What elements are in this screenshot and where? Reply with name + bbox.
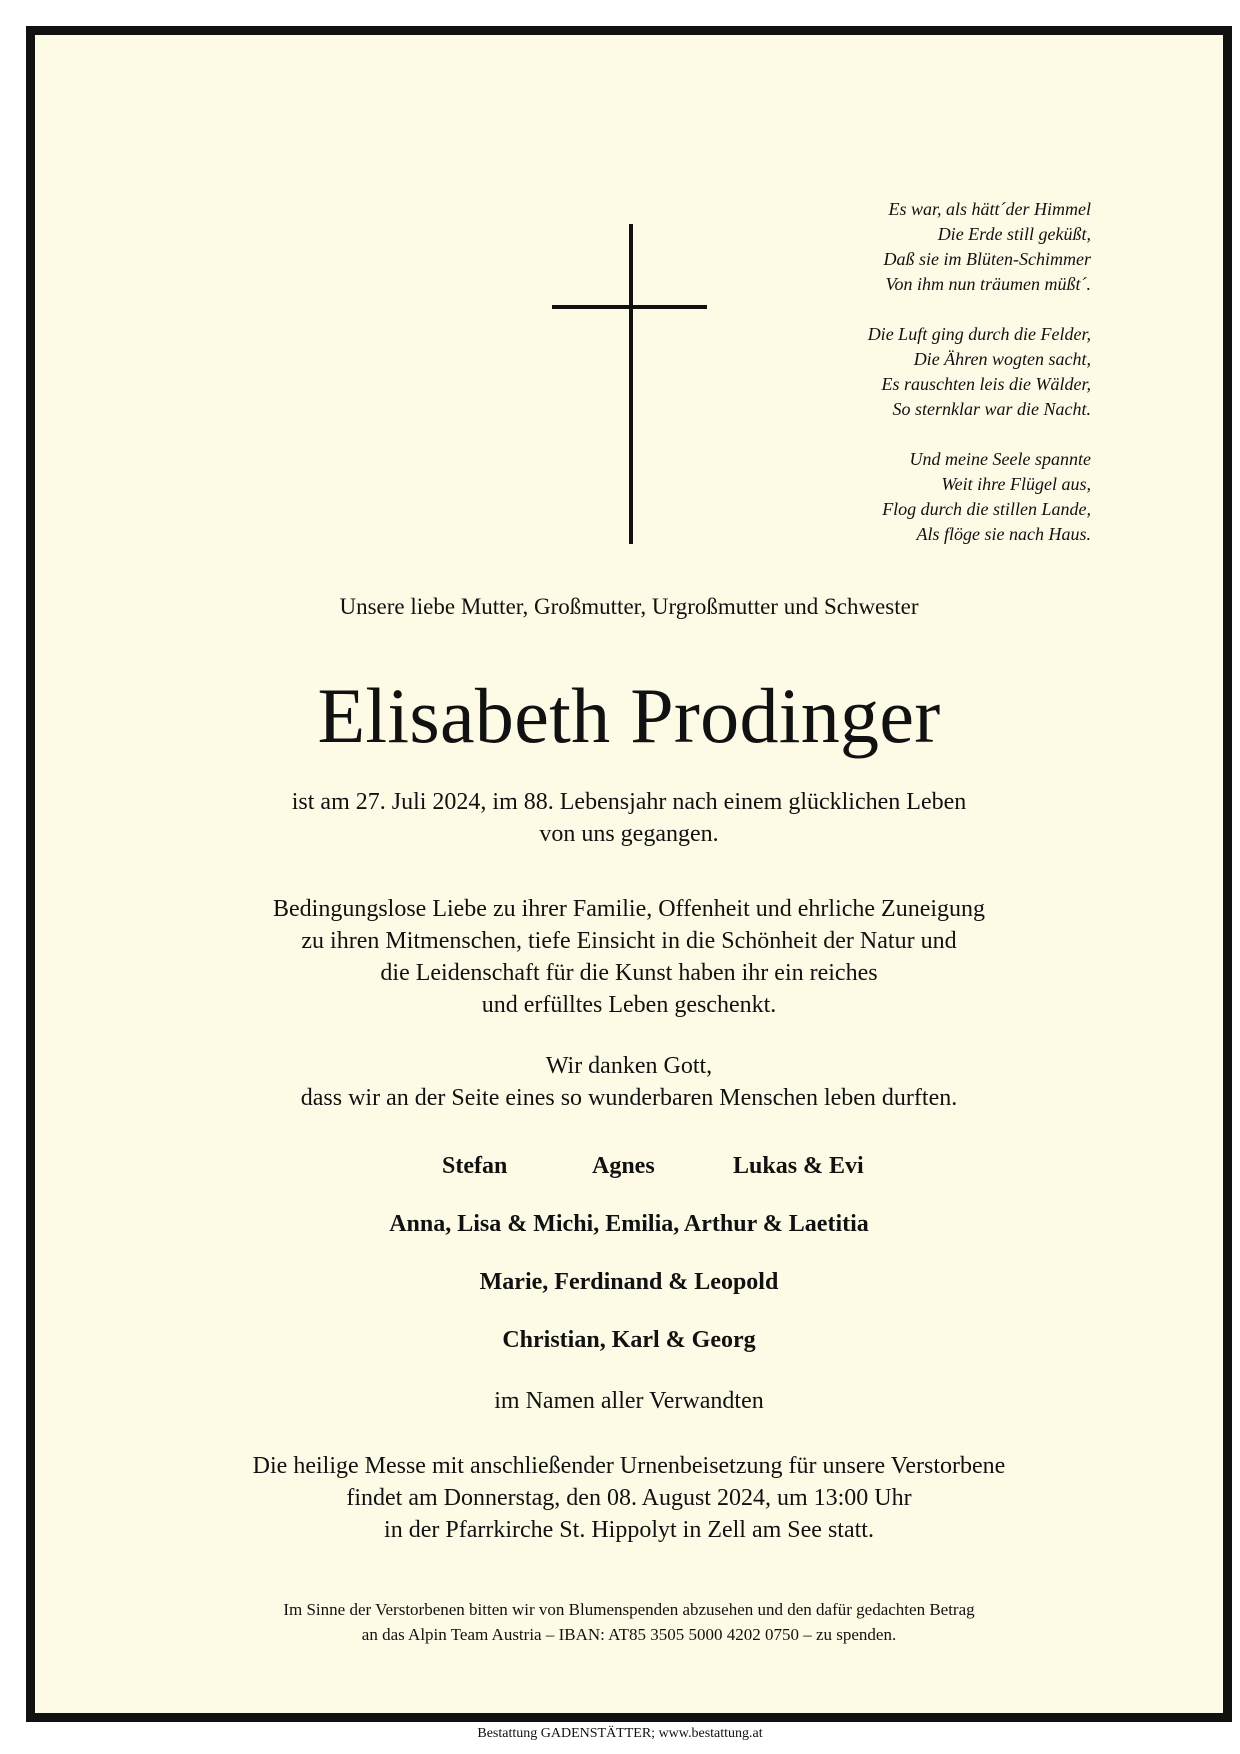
tribute-line: Bedingungslose Liebe zu ihrer Familie, Offenheit und ehrliche Zuneigung [272, 896, 986, 922]
tribute-text [35, 893, 1223, 1021]
funeral-home-footer: Bestattung GADENSTÄTTER; www.bestattung.at [477, 1726, 763, 1741]
cross-vertical-bar [629, 224, 633, 544]
intro-text: Unsere liebe Mutter, Großmutter, Urgroßmutter und Schwester [339, 594, 919, 619]
poem-stanza [771, 322, 1091, 422]
obituary-card [26, 26, 1232, 1722]
poem-line: Flog durch die stillen Lande, [882, 499, 1091, 519]
tribute-line: zu ihren Mitmenschen, tiefe Einsicht in die Schönheit der Natur und [301, 928, 957, 954]
child-name: Lukas & Evi [733, 1153, 864, 1179]
mass-line: findet am Donnerstag, den 08. August 2024, um 13:00 Uhr [346, 1485, 912, 1511]
poem-line: Es war, als hätt´der Himmel [888, 199, 1091, 219]
mass-announcement [35, 1450, 1223, 1546]
poem-line: Als flöge sie nach Haus. [916, 524, 1091, 544]
siblings-names: Christian, Karl & Georg [502, 1327, 756, 1353]
poem-stanza [771, 447, 1091, 547]
thanks-text [35, 1050, 1223, 1114]
poem-stanza [771, 197, 1091, 297]
child-name: Stefan [442, 1153, 508, 1179]
poem-line: Es rauschten leis die Wälder, [881, 374, 1091, 394]
poem-line: Die Erde still geküßt, [937, 224, 1091, 244]
poem-line: Und meine Seele spannte [909, 449, 1091, 469]
tribute-line: die Leidenschaft für die Kunst haben ihr ein reiches [380, 960, 878, 986]
relatives-text: im Namen aller Verwandten [494, 1388, 764, 1414]
great-grandchildren-names: Marie, Ferdinand & Leopold [479, 1269, 779, 1295]
donation-note [35, 1597, 1223, 1647]
cross-horizontal-bar [552, 305, 707, 309]
poem-line: Die Luft ging durch die Felder, [867, 324, 1091, 344]
poem-line: Daß sie im Blüten-Schimmer [883, 249, 1091, 269]
mass-line: in der Pfarrkirche St. Hippolyt in Zell am See statt. [384, 1517, 874, 1543]
poem-line: Von ihm nun träumen müßt´. [885, 274, 1091, 294]
tribute-line: und erfülltes Leben geschenkt. [481, 992, 777, 1018]
thanks-line: Wir danken Gott, [545, 1053, 713, 1079]
child-name: Agnes [592, 1153, 655, 1179]
poem-line: So sternklar war die Nacht. [892, 399, 1091, 419]
donation-note-line: an das Alpin Team Austria – IBAN: AT85 3505 5000 4202 0750 – zu spenden. [361, 1625, 897, 1644]
poem [771, 197, 1091, 547]
deceased-name: Elisabeth Prodinger [317, 672, 941, 759]
grandchildren-names: Anna, Lisa & Michi, Emilia, Arthur & Laetitia [389, 1211, 869, 1237]
poem-line: Die Ähren wogten sacht, [913, 349, 1091, 369]
passing-notice-line: ist am 27. Juli 2024, im 88. Lebensjahr nach einem glücklichen Leben [291, 789, 967, 815]
mass-line: Die heilige Messe mit anschließender Urnenbeisetzung für unsere Verstorbene [252, 1453, 1006, 1479]
poem-line: Weit ihre Flügel aus, [941, 474, 1091, 494]
donation-note-line: Im Sinne der Verstorbenen bitten wir von Blumenspenden abzusehen und den dafür gedachten Betrag [283, 1600, 975, 1619]
passing-notice-line: von uns gegangen. [539, 821, 719, 847]
thanks-line: dass wir an der Seite eines so wunderbaren Menschen leben durften. [300, 1085, 958, 1111]
passing-notice [35, 786, 1223, 850]
